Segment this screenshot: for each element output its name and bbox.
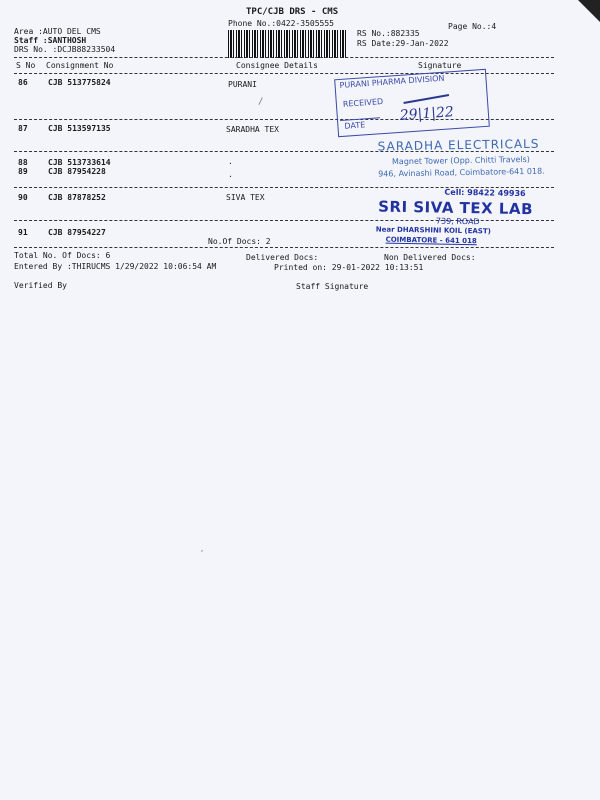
divider	[14, 57, 554, 58]
total-docs: Total No. Of Docs: 6	[14, 251, 111, 260]
saradha-electricals-stamp	[368, 136, 565, 189]
row-consignee: .	[228, 170, 233, 179]
barcode	[228, 30, 346, 58]
delivered-docs: Delivered Docs:	[246, 253, 319, 262]
staff-signature-label: Staff Signature	[296, 282, 369, 291]
stamp-text: SRI SIVA TEX LAB	[378, 197, 534, 219]
stamp-text: Magnet Tower (Opp. Chitti Travels)	[391, 154, 530, 167]
column-header-signature: Signature	[418, 61, 462, 70]
row-consignment: CJB 87954228	[48, 167, 106, 176]
row-sno: 90	[18, 193, 28, 202]
row-sno: 86	[18, 78, 28, 87]
rs-number: RS No.:882335	[357, 29, 420, 38]
row-consignee: .	[228, 157, 233, 166]
stamp-text: SARADHA ELECTRICALS	[377, 136, 540, 154]
siva-tex-lab-stamp	[373, 186, 554, 249]
row-consignment: CJB 87878252	[48, 193, 106, 202]
stamp-text: 946, Avinashi Road, Coimbatore-641 018.	[378, 166, 545, 179]
report-title: TPC/CJB DRS - CMS	[246, 7, 339, 17]
page-corner-mark	[578, 0, 600, 22]
area-field: Area :AUTO DEL CMS	[14, 27, 101, 36]
non-delivered-docs: Non Delivered Docs:	[384, 253, 476, 262]
scan-speck: ,	[200, 545, 205, 553]
stamp-text: COIMBATORE - 641 018	[385, 235, 477, 246]
row-consignee: PURANI	[228, 80, 257, 89]
row-consignee: SIVA TEX	[226, 193, 265, 202]
pen-mark: /	[258, 97, 264, 107]
row-consignment: CJB 513733614	[48, 158, 111, 167]
stamp-text: RECEIVED	[342, 97, 384, 109]
phone-number: Phone No.:0422-3505555	[228, 19, 334, 28]
row-sno: 89	[18, 167, 28, 176]
row-consignee: SARADHA TEX	[226, 125, 279, 134]
printed-on: Printed on: 29-01-2022 10:13:51	[274, 263, 424, 272]
stamp-text: Near DHARSHINI KOIL (EAST)	[375, 225, 491, 236]
column-header-consignment: Consignment No	[46, 61, 114, 70]
purani-received-stamp	[334, 69, 490, 137]
stamp-text: PURANI PHARMA DIVISION	[339, 73, 445, 90]
row-consignment: CJB 513597135	[48, 124, 111, 133]
row-consignment: CJB 513775824	[48, 78, 111, 87]
entered-by: Entered By :THIRUCMS 1/29/2022 10:06:54 AM	[14, 262, 217, 271]
stamp-text: DATE	[344, 120, 366, 131]
drs-number: DRS No. :DCJB88233504	[14, 45, 116, 54]
page-number: Page No.:4	[448, 22, 497, 31]
row-sno: 91	[18, 228, 28, 237]
staff-field: Staff :SANTHOSH	[14, 36, 87, 45]
row-sno: 88	[18, 158, 28, 167]
row-sno: 87	[18, 124, 28, 133]
no-of-docs: No.Of Docs: 2	[208, 237, 271, 246]
column-header-consignee: Consignee Details	[236, 61, 318, 70]
column-header-sno: S No	[16, 61, 36, 70]
verified-by-label: Verified By	[14, 281, 67, 290]
stamp-text: Cell: 98422 49936	[444, 187, 526, 199]
handwritten-date: 29|1|22	[399, 104, 455, 124]
stamp-text: 739, ROAD	[435, 216, 480, 227]
rs-date: RS Date:29-Jan-2022	[357, 39, 449, 48]
row-consignment: CJB 87954227	[48, 228, 106, 237]
handwritten-signature	[402, 84, 449, 104]
